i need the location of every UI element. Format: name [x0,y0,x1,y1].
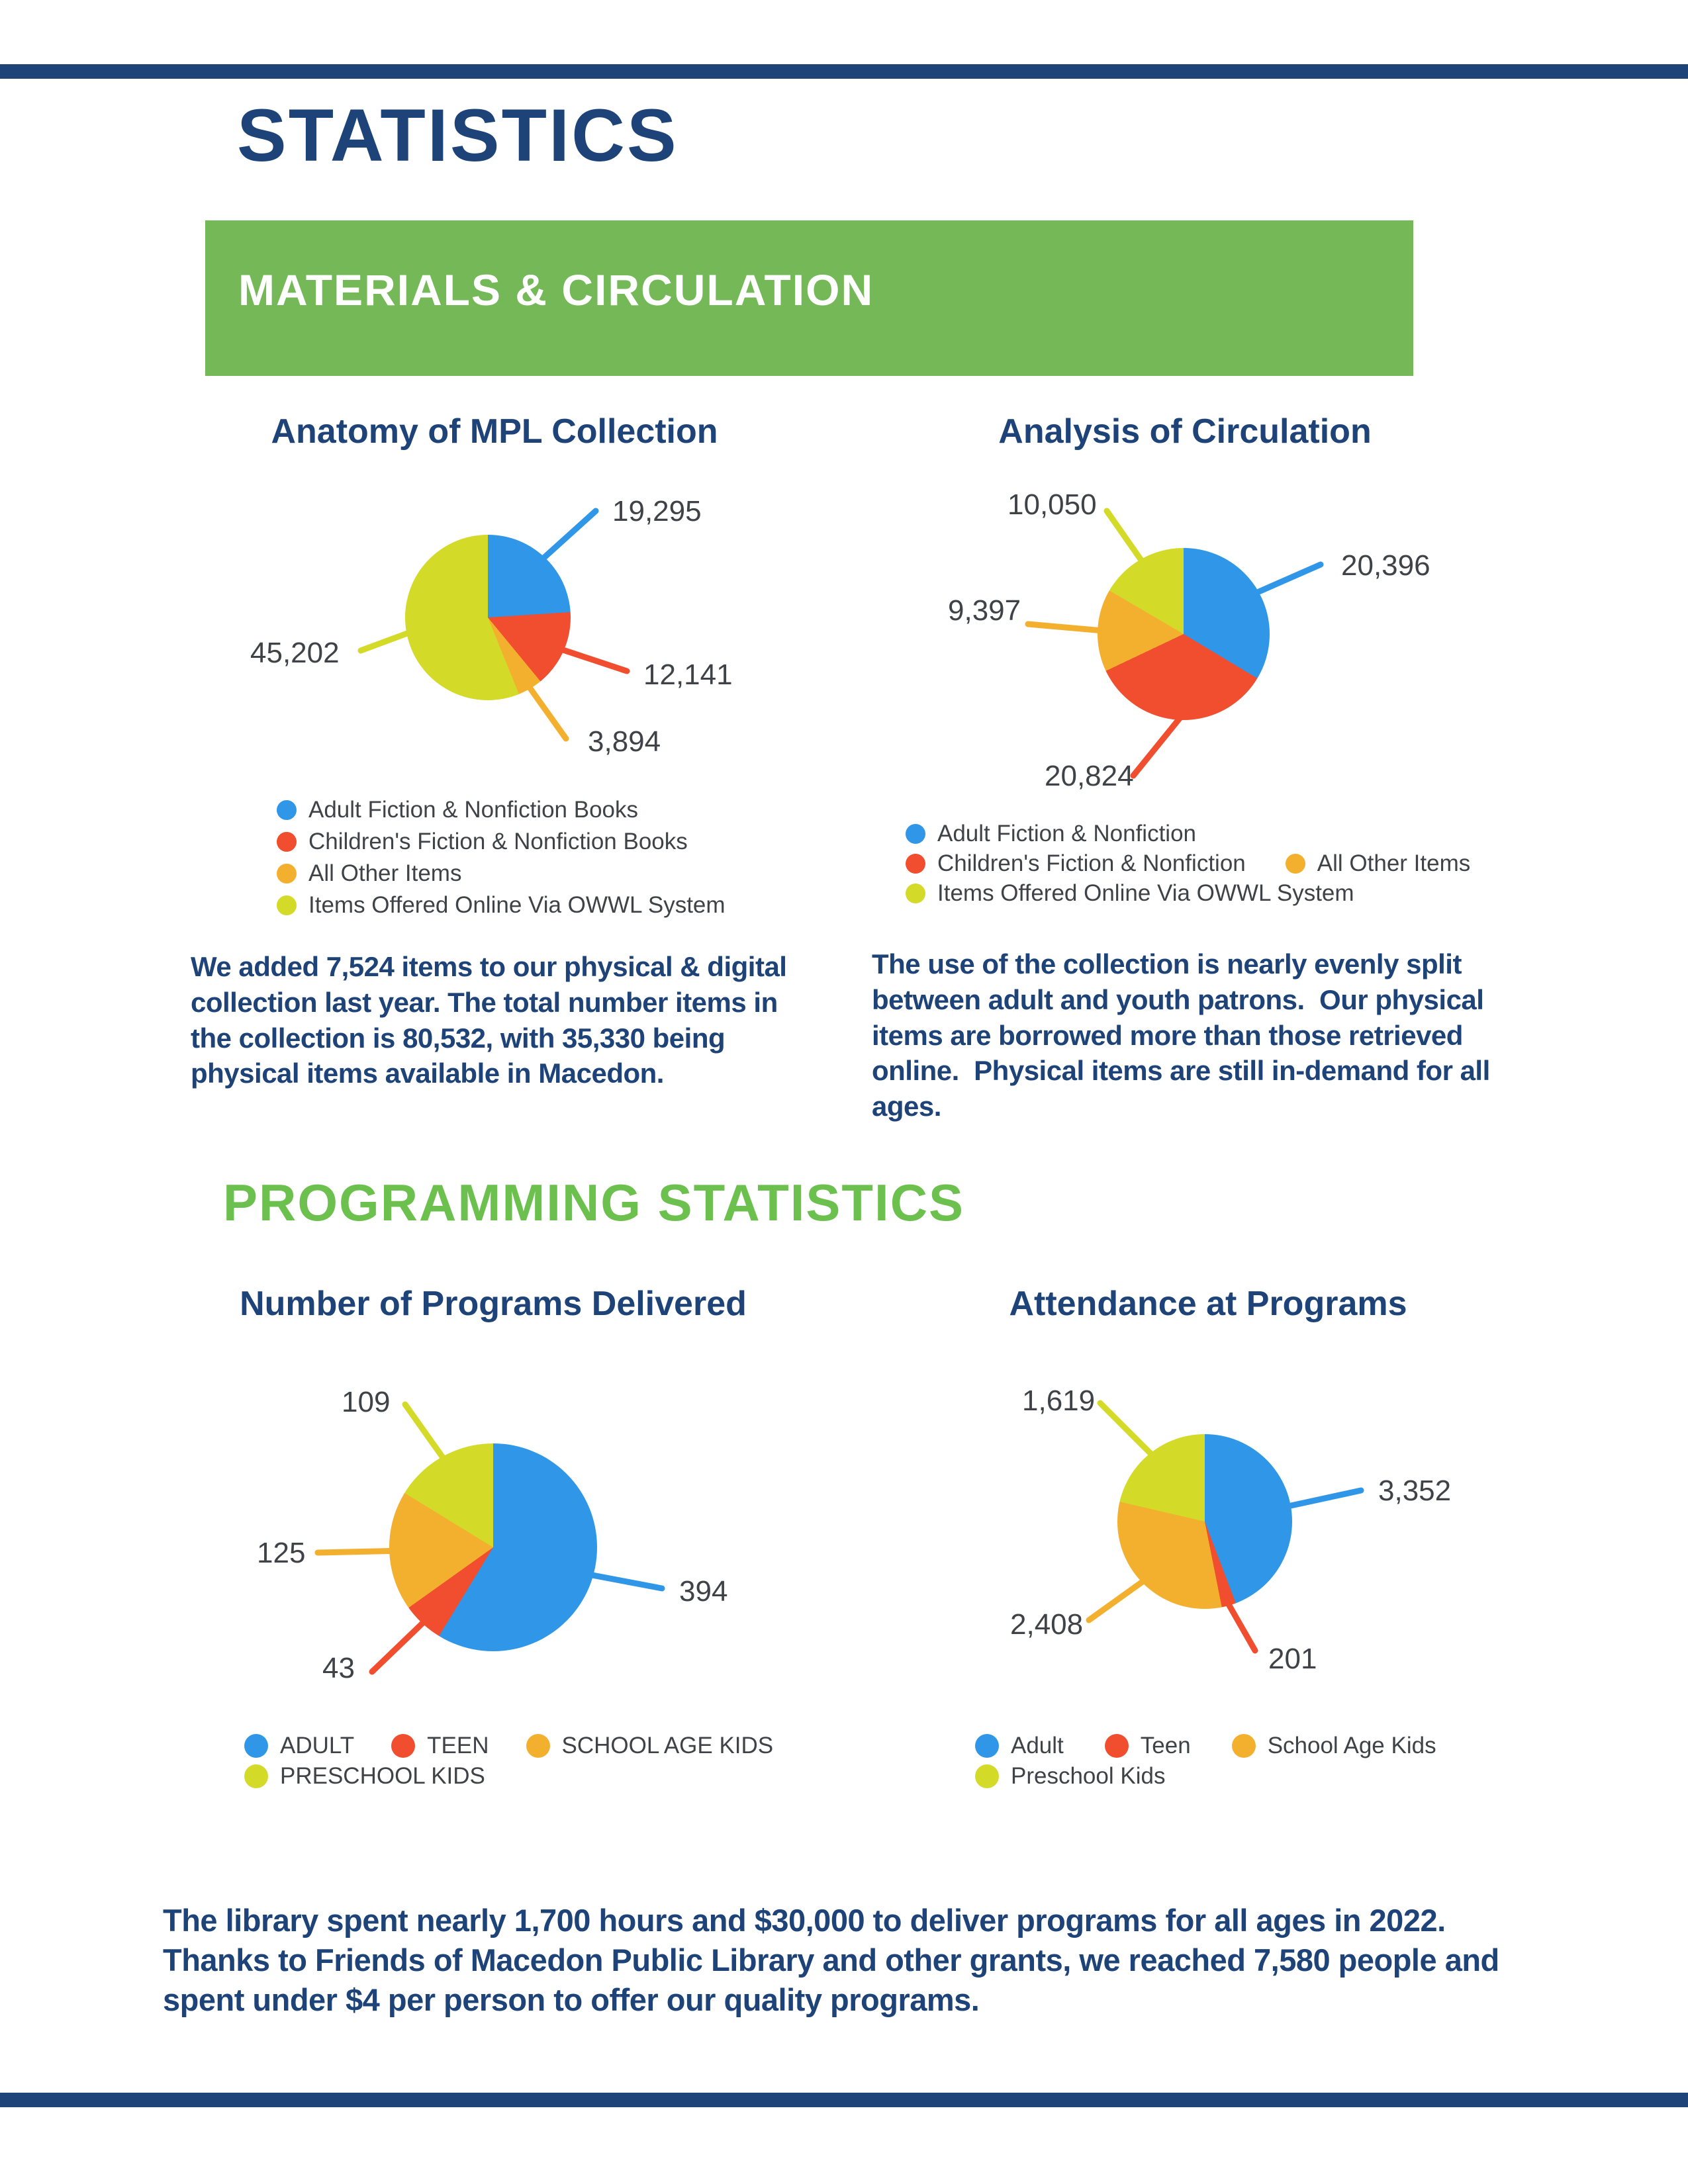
pie-value-label: 3,894 [588,725,661,758]
pie-value-label: 109 [342,1386,391,1418]
legend-label: ADULT [280,1733,355,1758]
legend-label: PRESCHOOL KIDS [280,1763,485,1789]
pie-value-label: 20,396 [1341,549,1430,582]
pie-chart-programs-delivered [389,1443,597,1651]
legend-label: All Other Items [1317,850,1471,876]
legend-label: School Age Kids [1267,1733,1436,1758]
legend-swatch-icon [1232,1734,1256,1758]
leader-line [1089,1581,1143,1620]
note-programs: The library spent nearly 1,700 hours and $30,000 to deliver programs for all ages in 2022. Thanks to Friends of Macedon Public Library and other grants, we reached 7,580 people and spent under $4 per person to offer our quality programs. [163,1903,1508,2018]
pie-value-label: 10,050 [1008,488,1097,521]
pie-value-label: 394 [679,1575,728,1608]
leader-line [1028,624,1099,630]
legend-label: TEEN [427,1733,489,1758]
pie-value-label: 125 [257,1537,306,1569]
pie-value-label: 20,824 [1045,760,1134,792]
pie-value-label: 9,397 [948,594,1021,627]
leader-line [1100,1403,1151,1454]
legend-swatch-icon [975,1764,999,1788]
legend-label: SCHOOL AGE KIDS [561,1733,774,1758]
legend-swatch-icon [244,1734,268,1758]
leader-line [405,1404,443,1458]
legend-item [975,1763,1165,1790]
leader-line [1107,511,1141,561]
note-collection: We added 7,524 items to our physical & digital collection last year. The total number items in the collection is 80,532, with 35,330 being physical items available in Macedon. [191,951,794,1089]
legend-item [277,892,726,919]
legend-swatch-icon [906,824,925,844]
legend-item [1286,850,1470,877]
legend-item [277,797,638,823]
pie-value-label: 19,295 [612,495,702,527]
legend-swatch-icon [277,895,297,915]
legend-programs-delivered [244,1733,773,1794]
legend-label: Adult [1011,1733,1064,1758]
note-circulation: The use of the collection is nearly evenly split between adult and youth patrons. Our physical items are borrowed more than those retrieved online. Physical items are still in-demand for all ages. [872,948,1497,1122]
chart-title-programs-delivered: Number of Programs Delivered [240,1285,747,1323]
legend-label: Items Offered Online Via OWWL System [308,892,726,918]
legend-attendance [975,1733,1436,1794]
pie-value-label: 3,352 [1378,1475,1452,1507]
legend-swatch-icon [277,832,297,852]
legend-item [244,1763,485,1790]
chart-title-collection: Anatomy of MPL Collection [271,412,718,451]
legend-label: Items Offered Online Via OWWL System [937,880,1354,906]
legend-swatch-icon [1286,854,1305,874]
legend-label: Children's Fiction & Nonfiction [937,850,1246,876]
banner-label: MATERIALS & CIRCULATION [238,265,874,314]
legend-item [1105,1733,1191,1759]
pie-chart-collection [405,535,571,700]
pie-value-label: 201 [1268,1643,1317,1675]
legend-label: All Other Items [308,860,462,886]
programming-statistics-heading: PROGRAMMING STATISTICS [223,1173,965,1232]
leader-line [592,1575,662,1588]
legend-swatch-icon [1105,1734,1129,1758]
legend-item [526,1733,774,1759]
leader-line [318,1551,391,1553]
legend-item [244,1733,354,1759]
leader-line [361,633,408,651]
pie-value-label: 45,202 [250,637,340,669]
bottom-accent-bar [0,2093,1688,2107]
legend-item [906,821,1196,847]
legend-collection [277,797,726,924]
pie-value-label: 1,619 [1022,1385,1096,1417]
legend-circulation [906,821,1470,910]
legend-label: Adult Fiction & Nonfiction Books [308,797,639,823]
chart-title-attendance: Attendance at Programs [1009,1285,1407,1323]
legend-swatch-icon [244,1764,268,1788]
legend-swatch-icon [906,854,925,874]
leader-line [563,650,627,671]
leader-line [1257,565,1321,592]
legend-label: Children's Fiction & Nonfiction Books [308,829,688,854]
legend-item [391,1733,489,1759]
legend-label: Preschool Kids [1011,1763,1166,1789]
leader-line [543,511,596,558]
legend-item [906,850,1246,877]
legend-label: Adult Fiction & Nonfiction [937,821,1197,846]
legend-item [277,829,688,855]
legend-item [906,880,1354,907]
chart-title-circulation: Analysis of Circulation [998,412,1372,451]
pie-chart-circulation [1098,548,1270,720]
legend-label: Teen [1140,1733,1191,1758]
leader-line [1133,719,1180,776]
legend-item [1232,1733,1436,1759]
legend-swatch-icon [975,1734,999,1758]
legend-swatch-icon [277,864,297,884]
legend-swatch-icon [277,800,297,820]
legend-swatch-icon [906,884,925,903]
page-title: STATISTICS [237,94,679,177]
pie-chart-attendance [1117,1434,1292,1609]
leader-line [1229,1604,1255,1651]
pie-value-label: 12,141 [643,659,733,691]
legend-item [277,860,461,887]
legend-swatch-icon [391,1734,415,1758]
leader-line [372,1623,423,1672]
leader-line [1289,1490,1361,1506]
leader-line [530,688,566,739]
legend-item [975,1733,1064,1759]
pie-value-label: 2,408 [1010,1608,1084,1641]
legend-swatch-icon [526,1734,550,1758]
pie-value-label: 43 [322,1652,355,1684]
